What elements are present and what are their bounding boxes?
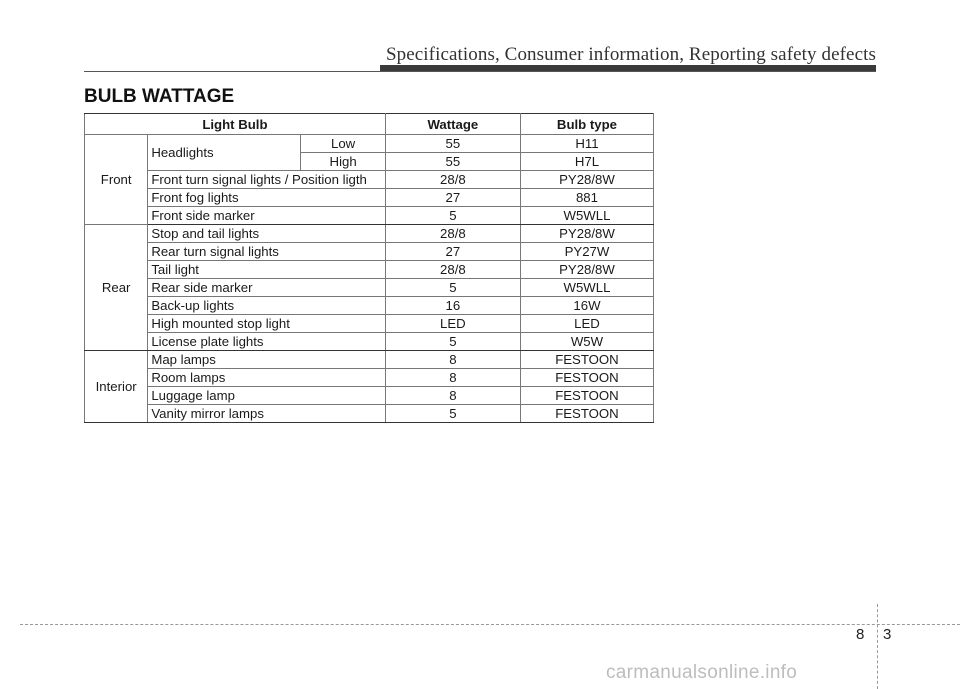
- headlights-label: Headlights: [148, 135, 301, 171]
- bulb-type-cell: PY28/8W: [520, 261, 653, 279]
- bulb-type-cell: LED: [520, 315, 653, 333]
- watermark: carmanualsonline.info: [606, 662, 798, 683]
- light-item: Stop and tail lights: [148, 225, 386, 243]
- wattage-cell: 8: [385, 369, 520, 387]
- bulb-type-cell: PY27W: [520, 243, 653, 261]
- page-header-title: Specifications, Consumer information, Reporting safety defects: [385, 44, 876, 65]
- table-row: [85, 135, 654, 153]
- wattage-cell: 28/8: [385, 261, 520, 279]
- footer-rule: [20, 624, 960, 625]
- wattage-cell: 5: [385, 207, 520, 225]
- light-item: Room lamps: [148, 369, 386, 387]
- table-row: [85, 279, 654, 297]
- table-row: [85, 297, 654, 315]
- bulb-type-cell: FESTOON: [520, 387, 653, 405]
- light-item: Rear turn signal lights: [148, 243, 386, 261]
- table-row: [85, 405, 654, 423]
- chapter-number: 8: [856, 626, 865, 643]
- footer-divider: [877, 604, 878, 689]
- wattage-cell: 55: [385, 153, 520, 171]
- bulb-type-cell: H7L: [520, 153, 653, 171]
- wattage-cell: 28/8: [385, 225, 520, 243]
- header-light-bulb: Light Bulb: [85, 114, 386, 135]
- table-row: [85, 315, 654, 333]
- header-wattage: Wattage: [385, 114, 520, 135]
- bulb-type-cell: PY28/8W: [520, 225, 653, 243]
- header-rule-thin: [84, 71, 876, 72]
- wattage-cell: 55: [385, 135, 520, 153]
- bulb-type-cell: W5WLL: [520, 207, 653, 225]
- wattage-cell: 27: [385, 189, 520, 207]
- light-item: Vanity mirror lamps: [148, 405, 386, 423]
- wattage-cell: 5: [385, 279, 520, 297]
- table-row: [85, 207, 654, 225]
- page-number: 3: [883, 626, 892, 643]
- wattage-cell: 8: [385, 387, 520, 405]
- wattage-cell: 5: [385, 333, 520, 351]
- table-row: [85, 225, 654, 243]
- table-row: [85, 387, 654, 405]
- table-row: [85, 333, 654, 351]
- header-bulb-type: Bulb type: [520, 114, 653, 135]
- light-item: Tail light: [148, 261, 386, 279]
- light-item: Luggage lamp: [148, 387, 386, 405]
- table-row: [85, 261, 654, 279]
- light-item: License plate lights: [148, 333, 386, 351]
- group-label-interior: Interior: [85, 351, 148, 423]
- light-item: Map lamps: [148, 351, 386, 369]
- wattage-cell: 5: [385, 405, 520, 423]
- table-row: [85, 189, 654, 207]
- light-item: Rear side marker: [148, 279, 386, 297]
- bulb-type-cell: W5WLL: [520, 279, 653, 297]
- table-row: [85, 171, 654, 189]
- wattage-cell: 8: [385, 351, 520, 369]
- bulb-wattage-table: [84, 113, 654, 423]
- bulb-type-cell: W5W: [520, 333, 653, 351]
- table-row: [85, 243, 654, 261]
- light-item: Front turn signal lights / Position ligth: [148, 171, 386, 189]
- bulb-type-cell: FESTOON: [520, 351, 653, 369]
- table-row: [85, 369, 654, 387]
- bulb-type-cell: FESTOON: [520, 405, 653, 423]
- group-label-front: Front: [85, 135, 148, 225]
- light-item: Back-up lights: [148, 297, 386, 315]
- wattage-cell: 27: [385, 243, 520, 261]
- wattage-cell: LED: [385, 315, 520, 333]
- headlight-sub: High: [301, 153, 385, 171]
- light-item: Front fog lights: [148, 189, 386, 207]
- bulb-type-cell: 881: [520, 189, 653, 207]
- bulb-type-cell: H11: [520, 135, 653, 153]
- wattage-cell: 28/8: [385, 171, 520, 189]
- section-title: BULB WATTAGE: [84, 86, 235, 107]
- group-label-rear: Rear: [85, 225, 148, 351]
- bulb-type-cell: 16W: [520, 297, 653, 315]
- headlight-sub: Low: [301, 135, 385, 153]
- table-row: [85, 351, 654, 369]
- bulb-type-cell: FESTOON: [520, 369, 653, 387]
- bulb-type-cell: PY28/8W: [520, 171, 653, 189]
- light-item: Front side marker: [148, 207, 386, 225]
- table-header-row: [85, 114, 654, 135]
- wattage-cell: 16: [385, 297, 520, 315]
- light-item: High mounted stop light: [148, 315, 386, 333]
